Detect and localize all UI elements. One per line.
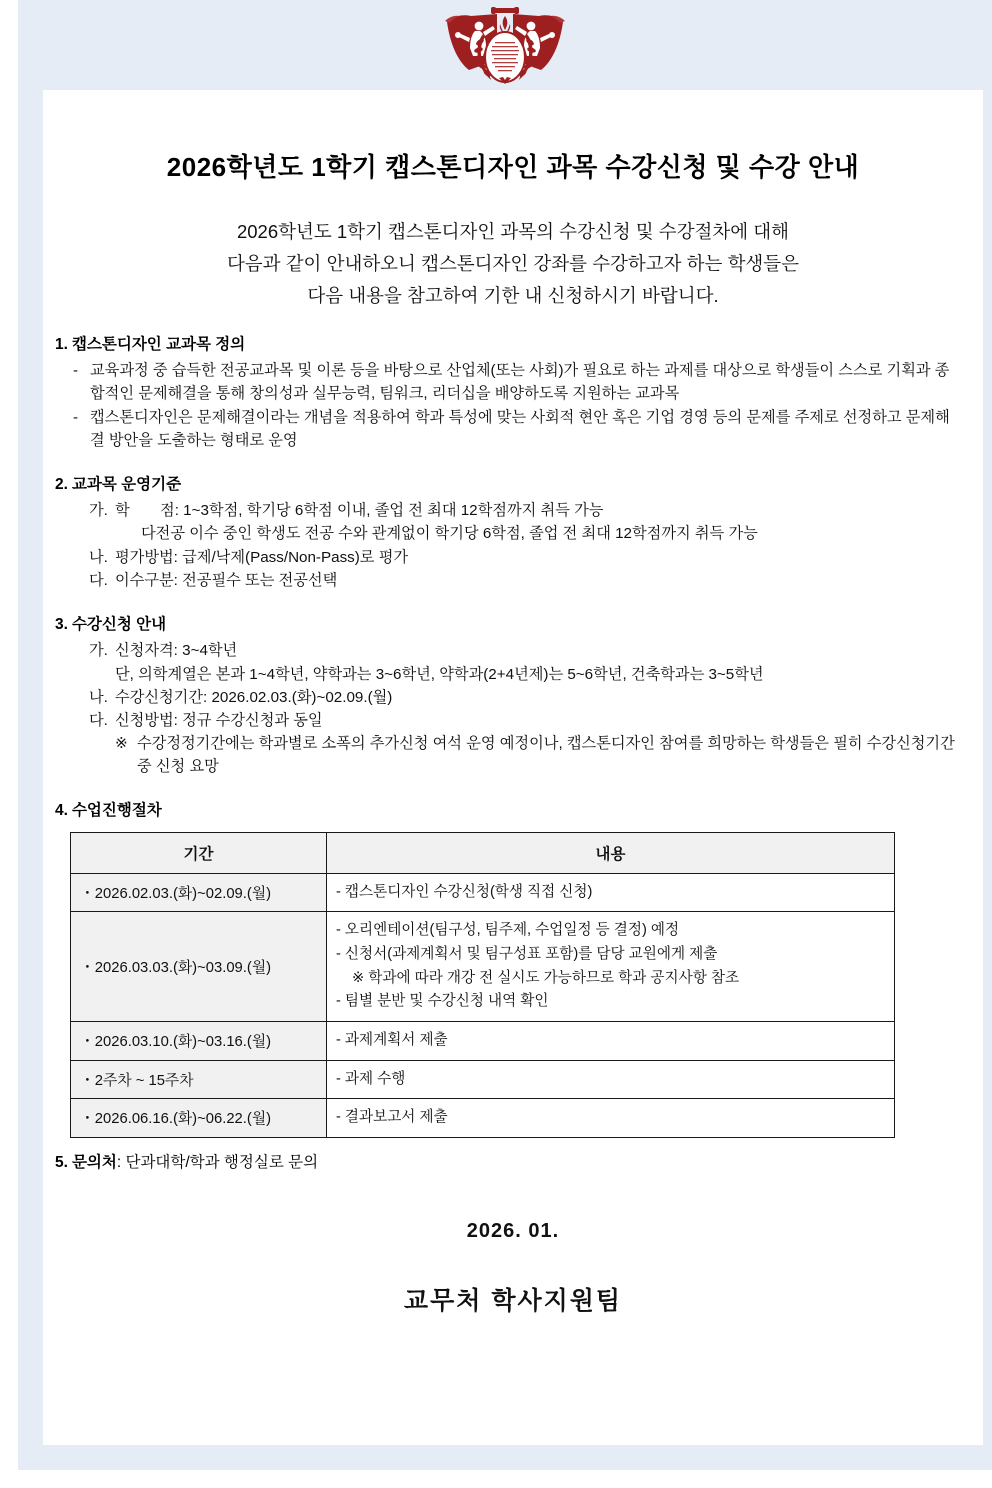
- section-5-heading: [55, 1152, 961, 1174]
- section-1-heading: [55, 334, 961, 356]
- section-5-title-rest: : 단과대학/학과 행정실로 문의: [116, 1153, 319, 1171]
- table-row: [71, 1021, 895, 1060]
- section-3-note-text: [137, 732, 961, 778]
- section-3-item-a-text: 신청자격: 3~4학년: [115, 642, 238, 660]
- section-1: [43, 334, 983, 452]
- item-label-ga: 가.: [89, 642, 108, 660]
- table-detail-line: - 오리엔테이션(팀구성, 팀주제, 수업일정 등 결정) 예정: [336, 922, 680, 939]
- section-3-item-a-sub-text: 단, 의학계열은 본과 1~4학년, 약학과는 3~6학년, 약학과(2+4년제)는 5~6학년, 건축학과는 3~5학년: [115, 665, 764, 683]
- process-table: [70, 832, 895, 1138]
- section-1-item-2: [73, 406, 961, 452]
- section-2-item-a-sub: [141, 522, 961, 545]
- intro-line-1: 2026학년도 1학기 캡스톤디자인 과목의 수강신청 및 수강절차에 대해: [236, 221, 790, 243]
- section-4-title: 수업진행절차: [71, 802, 162, 819]
- section-2-item-b-text: 평가방법: 급제/낙제(Pass/Non-Pass)로 평가: [115, 548, 409, 566]
- table-header-row: [71, 832, 895, 873]
- section-2-item-c: [89, 569, 961, 592]
- table-body: [71, 873, 895, 1137]
- item-label-da: 다.: [89, 571, 108, 589]
- section-4: [43, 800, 983, 1138]
- section-3-item-b-text: 수강신청기간: 2026.02.03.(화)~02.09.(월): [115, 688, 393, 706]
- section-1-item-2-line-2: 주제로 선정하고 문제해결 방안을 도출하는 형태로 운영: [90, 408, 950, 449]
- page-title: 2026학년도 1학기 캡스톤디자인 과목 수강신청 및 수강 안내: [166, 152, 860, 182]
- table-cell-content: [327, 1021, 895, 1060]
- section-1-item-2-text: [90, 406, 961, 452]
- section-2-heading: [55, 474, 961, 496]
- reference-mark-icon: ※: [115, 734, 128, 752]
- item-label-na: 나.: [89, 548, 108, 566]
- table-detail-line: - 결과보고서 제출: [336, 1109, 448, 1126]
- section-3-number: 3.: [55, 615, 68, 633]
- intro-line-2: 다음과 같이 안내하오니 캡스톤디자인 강좌를 수강하고자 하는 학생들은: [226, 253, 800, 274]
- table-cell-period: ・2026.03.03.(화)~03.09.(월): [71, 912, 327, 1022]
- table-row: [71, 1060, 895, 1099]
- section-1-item-1-line-1: 교육과정 중 습득한 전공교과목 및 이론 등을 바탕으로 산업체(또는 사회)가 필요로 하는 과제를 대상으로 학생들이: [90, 362, 835, 380]
- section-3-item-b: [89, 686, 961, 709]
- section-5: [43, 1152, 983, 1174]
- table-cell-content: [327, 873, 895, 912]
- table-header-content: 내용: [327, 832, 895, 873]
- section-4-number: 4.: [55, 802, 68, 819]
- university-crest-emblem: [439, 4, 571, 88]
- document-content: [43, 90, 983, 1445]
- section-3-item-a-sub: [115, 663, 961, 686]
- table-cell-period: ・2026.02.03.(화)~02.09.(월): [71, 873, 327, 912]
- process-table-wrapper: [70, 832, 894, 1138]
- section-1-item-2-line-1: 캡스톤디자인은 문제해결이라는 개념을 적용하여 학과 특성에 맞는 사회적 현안 혹은 기업 경영 등의 문제를: [90, 408, 791, 426]
- section-2-item-a-text: 학 점: 1~3학점, 학기당 6학점 이내, 졸업 전 최대 12학점까지 취득 가능: [115, 502, 604, 520]
- emblem-container: [18, 2, 992, 90]
- item-label-na: 나.: [89, 688, 108, 706]
- spacer: [43, 778, 983, 800]
- table-detail-line: - 팀별 분반 및 수강신청 내역 확인: [336, 993, 549, 1010]
- table-detail-line: - 과제 수행: [336, 1070, 406, 1087]
- footer-organization: 교무처 학사지원팀: [403, 1286, 623, 1315]
- dash-bullet: -: [73, 362, 79, 380]
- section-3-note: [115, 732, 961, 778]
- spacer: [43, 452, 983, 474]
- intro-paragraph: [79, 216, 947, 311]
- table-row: [71, 873, 895, 912]
- section-3: [43, 614, 983, 778]
- section-4-heading: [55, 800, 961, 822]
- dash-bullet: -: [73, 408, 79, 426]
- section-3-note-line-1: 수강정정기간에는 학과별로 소폭의 추가신청 여석 운영 예정이나, 캡스톤디자인 참여를 희망하는 학생들은: [137, 734, 829, 752]
- section-3-heading: [55, 614, 961, 636]
- section-1-item-1: [73, 359, 961, 405]
- table-header-period: 기간: [71, 832, 327, 873]
- footer-date: 2026. 01.: [466, 1219, 560, 1242]
- spacer: [43, 312, 983, 334]
- item-label-ga: 가.: [89, 502, 108, 520]
- table-cell-content: [327, 1060, 895, 1099]
- section-3-note-line-2: 필히 수강신청기간 중 신청 요망: [137, 734, 955, 775]
- spacer: [43, 1138, 983, 1152]
- section-1-number: 1.: [55, 335, 68, 353]
- spacer: [43, 592, 983, 614]
- table-cell-period: ・2026.06.16.(화)~06.22.(월): [71, 1099, 327, 1138]
- page-frame: [18, 0, 992, 1470]
- table-detail-line: - 캡스톤디자인 수강신청(학생 직접 신청): [336, 883, 593, 900]
- section-3-item-c-text: 신청방법: 정규 수강신청과 동일: [115, 711, 323, 729]
- table-detail-note: ※ 학과에 따라 개강 전 실시도 가능하므로 학과 공지사항 참조: [352, 969, 740, 986]
- section-2-item-b: [89, 546, 961, 569]
- section-2-title: 교과목 운영기준: [71, 475, 182, 493]
- section-1-item-1-line-2: 스스로 기획과 종합적인 문제해결을 통해 창의성과 실무능력, 팀워크, 리더십을 배양하도록 지원하는 교과목: [90, 362, 950, 403]
- section-5-number: 5.: [55, 1153, 68, 1171]
- section-2: [43, 474, 983, 592]
- table-cell-content: [327, 1099, 895, 1138]
- item-label-da: 다.: [89, 711, 108, 729]
- section-2-item-a: [89, 499, 961, 522]
- section-3-title: 수강신청 안내: [71, 615, 167, 633]
- section-3-item-c: [89, 709, 961, 732]
- section-1-title: 캡스톤디자인 교과목 정의: [71, 335, 246, 353]
- table-cell-period: ・2주차 ~ 15주차: [71, 1060, 327, 1099]
- table-row: [71, 912, 895, 1022]
- section-1-item-1-text: [90, 359, 961, 405]
- section-3-item-a: [89, 639, 961, 662]
- table-cell-period: ・2026.03.10.(화)~03.16.(월): [71, 1021, 327, 1060]
- section-2-number: 2.: [55, 475, 68, 493]
- intro-line-3: 다음 내용을 참고하여 기한 내 신청하시기 바랍니다.: [307, 284, 719, 306]
- section-2-item-c-text: 이수구분: 전공필수 또는 전공선택: [115, 571, 338, 589]
- table-cell-content: [327, 912, 895, 1022]
- section-5-title: 문의처: [71, 1153, 117, 1171]
- table-detail-line: - 신청서(과제계획서 및 팀구성표 포함)를 담당 교원에게 제출: [336, 945, 718, 962]
- table-detail-line: - 과제계획서 제출: [336, 1031, 448, 1048]
- table-row: [71, 1099, 895, 1138]
- section-2-item-a-sub-text: 다전공 이수 중인 학생도 전공 수와 관계없이 학기당 6학점, 졸업 전 최대 12학점까지 취득 가능: [141, 525, 758, 543]
